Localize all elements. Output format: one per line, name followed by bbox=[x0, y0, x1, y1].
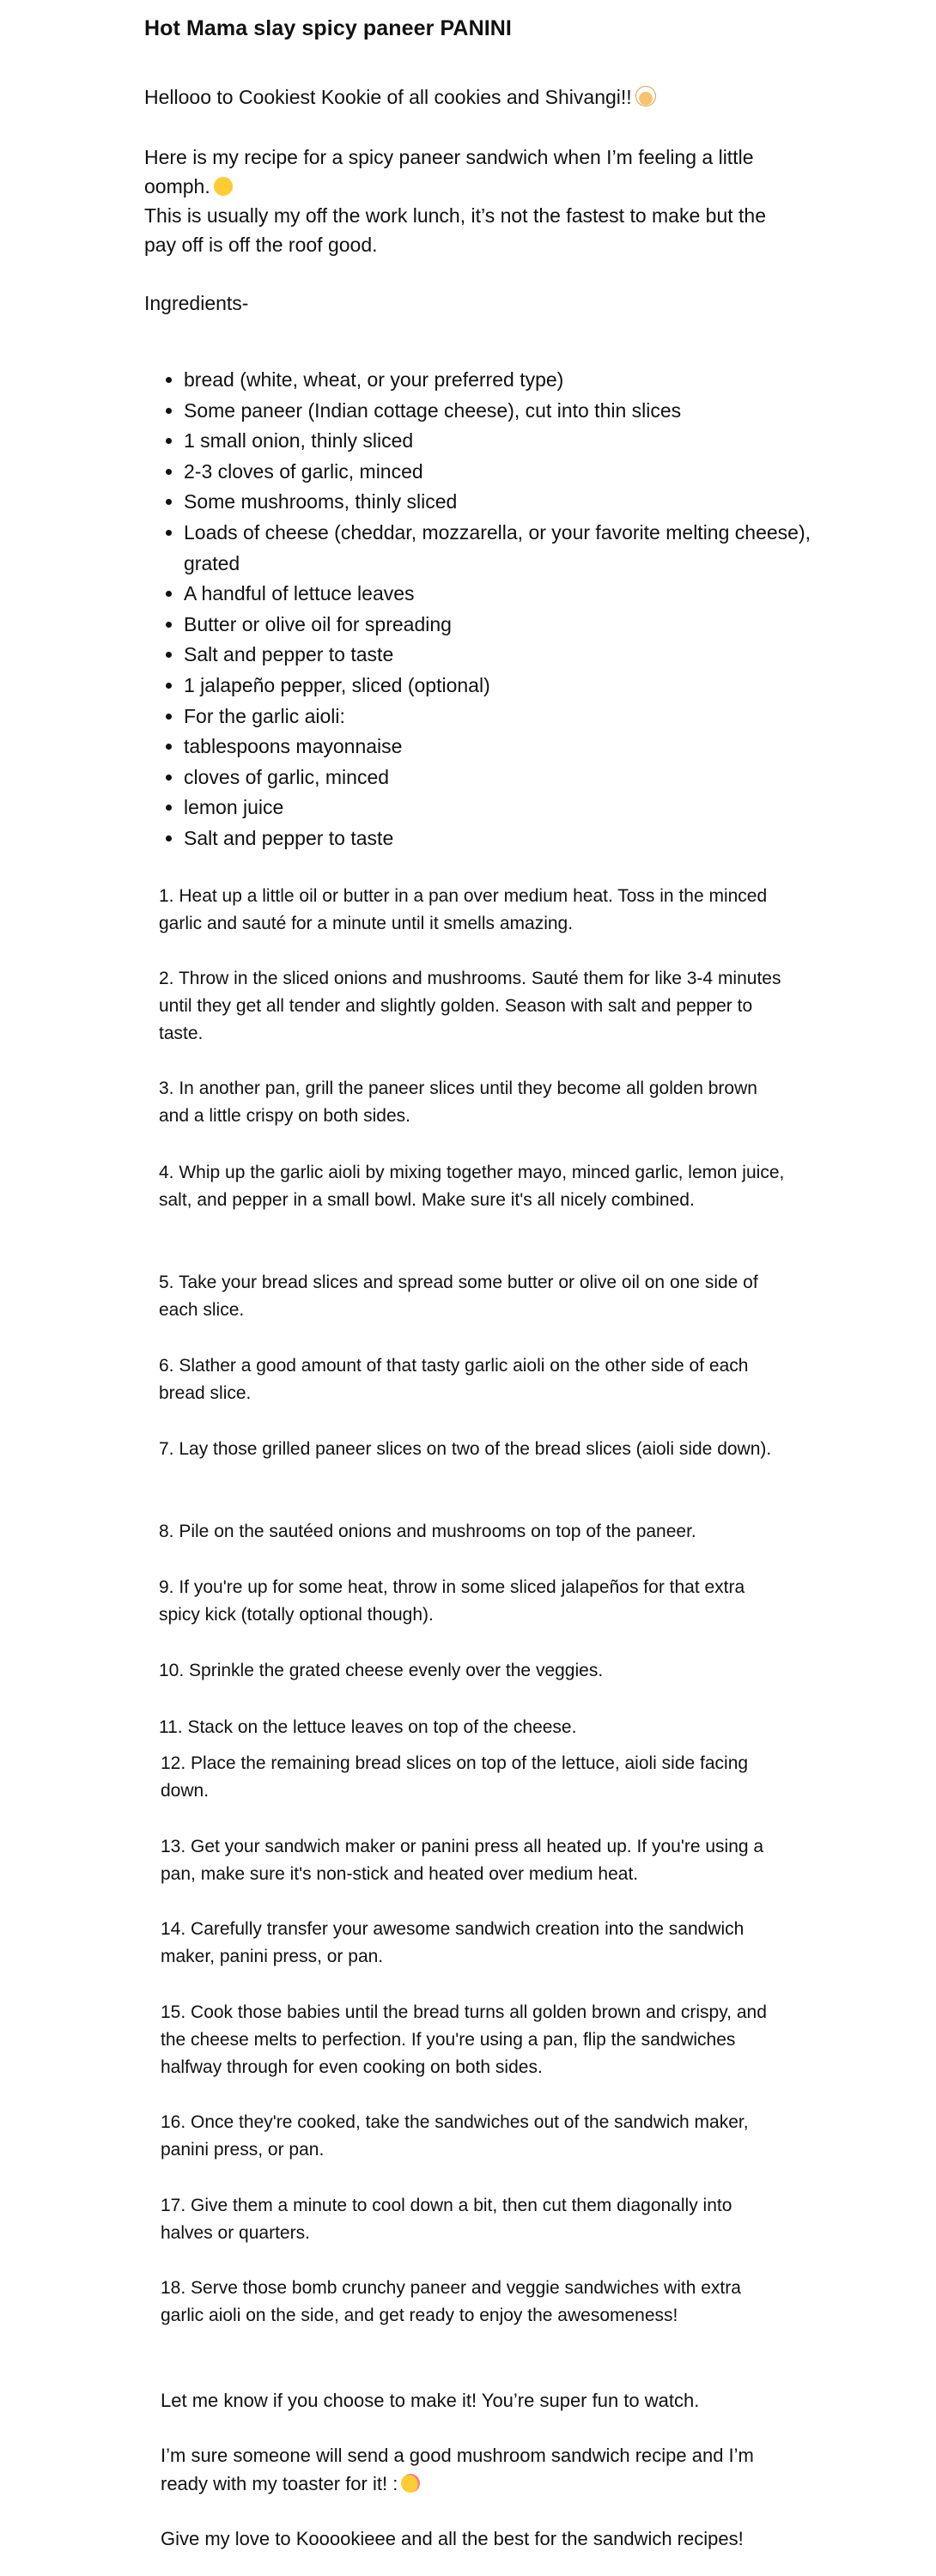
step-18: 18. Serve those bomb crunchy paneer and veggie sandwiches with extra garlic aioli on the side, and get ready to enjoy the awesomeness! bbox=[161, 2278, 741, 2325]
step-14: 14. Carefully transfer your awesome sandwich creation into the sandwich maker, panini press, or pan. bbox=[161, 1919, 745, 1966]
step-5: 5. Take your bread slices and spread some butter or olive oil on one side of each slice. bbox=[159, 1273, 758, 1320]
ingredient-item: • A handful of lettuce leaves bbox=[184, 579, 836, 610]
mushroom-line-text: I’m sure someone will send a good mushroom sandwich recipe and I’m ready with my toaster for it! : bbox=[161, 2445, 754, 2494]
step-17: 17. Give them a minute to cool down a bit, then cut them diagonally into halves or quarters. bbox=[161, 2196, 732, 2243]
step-9: 9. If you're up for some heat, throw in some sliced jalapeños for that extra spicy kick (totally optional though). bbox=[159, 1577, 745, 1625]
ingredient-item: • bread (white, wheat, or your preferred type) bbox=[184, 365, 836, 396]
ingredient-item: • tablespoons mayonnaise bbox=[184, 732, 836, 762]
ingredient-item: • Salt and pepper to taste bbox=[184, 640, 836, 671]
greeting-text: Hellooo to Cookiest Kookie of all cookies and Shivangi!! bbox=[144, 86, 632, 108]
ingredient-item: • 2-3 cloves of garlic, minced bbox=[184, 457, 836, 488]
ingredient-item: • Some paneer (Indian cottage cheese), cut into thin slices bbox=[184, 396, 836, 427]
ingredient-item: • lemon juice bbox=[184, 793, 836, 823]
step-4: 4. Whip up the garlic aioli by mixing together mayo, minced garlic, lemon juice, salt, and pepper in a small bowl. Make sure it's all nicely combined. bbox=[159, 1163, 785, 1210]
page-title: Hot Mama slay spicy paneer PANINI bbox=[144, 16, 512, 40]
step-8: 8. Pile on the sautéed onions and mushrooms on top of the paneer. bbox=[159, 1522, 696, 1541]
ingredient-item: • Some mushrooms, thinly sliced bbox=[184, 487, 836, 518]
chef-icon bbox=[635, 86, 656, 106]
crazy-face-icon bbox=[214, 177, 233, 196]
ingredient-item: • 1 small onion, thinly sliced bbox=[184, 426, 836, 457]
ingredient-item: • Salt and pepper to taste bbox=[184, 823, 836, 854]
recipe-intro-line bbox=[144, 143, 797, 201]
step-1: 1. Heat up a little oil or butter in a pan over medium heat. Toss in the minced garlic and sauté for a minute until it smells amazing. bbox=[159, 886, 768, 933]
ingredient-item: • For the garlic aioli: bbox=[184, 702, 836, 732]
ingredient-item: • 1 jalapeño pepper, sliced (optional) bbox=[184, 671, 836, 702]
step-7: 7. Lay those grilled paneer slices on two of the bread slices (aioli side down). bbox=[159, 1439, 772, 1459]
ingredient-item: • Butter or olive oil for spreading bbox=[184, 610, 836, 641]
lunch-line: This is usually my off the work lunch, it’s not the fastest to make but the pay off is off the roof good. bbox=[144, 204, 766, 256]
step-3: 3. In another pan, grill the paneer slices until they become all golden brown and a little crispy on both sides. bbox=[159, 1078, 757, 1126]
step-11: 11. Stack on the lettuce leaves on top of the cheese. bbox=[159, 1717, 577, 1737]
ingredient-item: • cloves of garlic, minced bbox=[184, 762, 836, 793]
step-10: 10. Sprinkle the grated cheese evenly over the veggies. bbox=[159, 1661, 604, 1680]
ingredient-item: • Loads of cheese (cheddar, mozzarella, or your favorite melting cheese), grated bbox=[184, 518, 836, 579]
make-it-line: Let me know if you choose to make it! You’re super fun to watch. bbox=[161, 2390, 700, 2411]
recipe-intro-text: Here is my recipe for a spicy paneer sandwich when I’m feeling a little oomph. bbox=[144, 146, 754, 197]
step-6: 6. Slather a good amount of that tasty garlic aioli on the other side of each bread slice. bbox=[159, 1356, 749, 1403]
greeting-line bbox=[144, 82, 797, 112]
step-13: 13. Get your sandwich maker or panini press all heated up. If you're using a pan, make sure it's non-stick and heated over medium heat. bbox=[161, 1837, 764, 1884]
love-line: Give my love to Kooookieee and all the best for the sandwich recipes! bbox=[161, 2528, 744, 2549]
step-15: 15. Cook those babies until the bread turns all golden brown and crispy, and the cheese melts to perfection. If you're using a pan, flip the sandwiches halfway through for even cooking on both sides. bbox=[161, 2002, 767, 2077]
smiling-face-with-hearts-icon bbox=[401, 2474, 420, 2493]
step-2: 2. Throw in the sliced onions and mushrooms. Sauté them for like 3-4 minutes until they get all tender and slightly golden. Season with salt and pepper to taste. bbox=[159, 969, 781, 1043]
ingredients-heading: Ingredients- bbox=[144, 292, 249, 314]
mushroom-line bbox=[161, 2441, 787, 2498]
step-16: 16. Once they're cooked, take the sandwiches out of the sandwich maker, panini press, or pan. bbox=[161, 2112, 749, 2160]
ingredients-list bbox=[144, 365, 836, 854]
step-12: 12. Place the remaining bread slices on top of the lettuce, aioli side facing down. bbox=[161, 1753, 749, 1801]
